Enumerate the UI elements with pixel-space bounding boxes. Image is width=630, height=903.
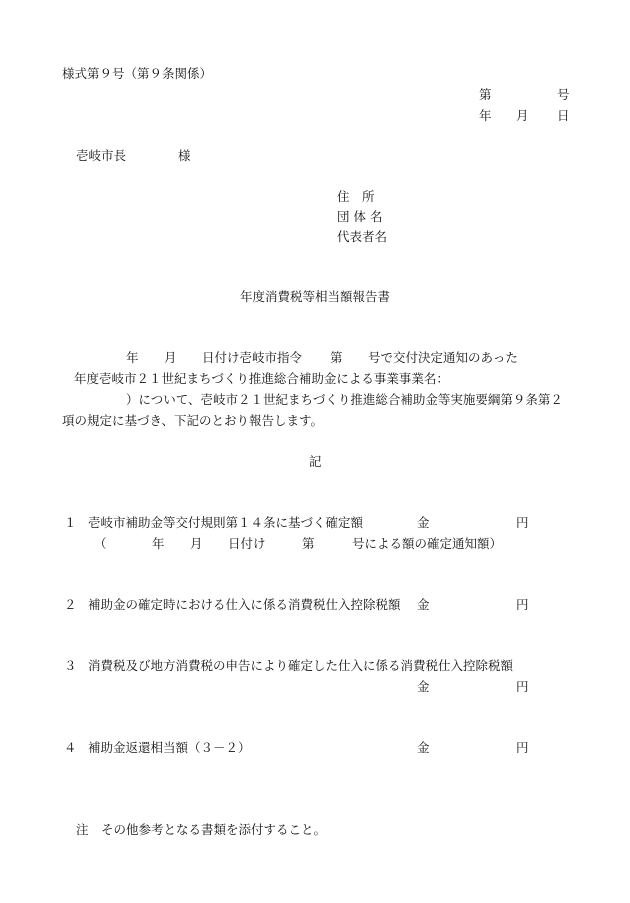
item-1-sub-dated: 日付け — [228, 536, 266, 551]
date-day: 日 — [557, 108, 570, 123]
ki-label: 記 — [309, 454, 322, 469]
item-2-en: 円 — [516, 597, 529, 612]
item-4-number: ４ — [64, 740, 77, 755]
item-1-sub-no-prefix: 第 — [302, 536, 315, 551]
body-no-prefix: 第 — [330, 350, 343, 365]
item-1-kin: 金 — [417, 515, 430, 530]
item-4-en: 円 — [516, 740, 529, 755]
item-3-en: 円 — [516, 679, 529, 694]
date-year: 年 — [479, 108, 492, 123]
group-name-label: 団 体 名 — [337, 209, 383, 224]
item-2-label: 補助金の確定時における仕入に係る消費税仕入控除税額 — [88, 597, 401, 612]
addressee-honorific: 様 — [178, 148, 191, 163]
addressee-name: 壱岐市長 — [76, 148, 127, 163]
item-2-number: ２ — [64, 597, 77, 612]
item-3-kin: 金 — [417, 679, 430, 694]
item-3-number: ３ — [64, 658, 77, 673]
item-1-en: 円 — [516, 515, 529, 530]
date-month: 月 — [516, 108, 529, 123]
item-1-label: 壱岐市補助金等交付規則第１４条に基づく確定額 — [88, 515, 364, 530]
item-1-sub-no-suffix: 号による額の確定通知額） — [352, 536, 503, 551]
body-year: 年 — [126, 350, 139, 365]
page-title: 年度消費税等相当額報告書 — [240, 289, 391, 304]
item-2-kin: 金 — [417, 597, 430, 612]
doc-no-suffix: 号 — [557, 87, 570, 102]
address-label: 住 所 — [337, 189, 375, 204]
note: 注 その他参考となる書類を添付すること。 — [76, 822, 327, 837]
body-line-2: 年度壱岐市２１世紀まちづくり推進総合補助金による事業事業名： — [74, 371, 449, 386]
item-1-sub-open: （ — [94, 536, 107, 551]
body-dated: 日付け壱岐市指令 — [202, 350, 303, 365]
doc-no-prefix: 第 — [479, 87, 492, 102]
body-no-suffix: 号で交付決定通知のあった — [368, 350, 518, 365]
item-4-label: 補助金返還相当額（３－２） — [88, 740, 251, 755]
item-1-sub-year: 年 — [152, 536, 165, 551]
body-line-4: 項の規定に基づき、下記のとおり報告します。 — [62, 413, 324, 428]
form-number: 様式第９号（第９条関係） — [62, 66, 213, 81]
body-month: 月 — [164, 350, 177, 365]
representative-label: 代表者名 — [337, 229, 388, 244]
item-3-label: 消費税及び地方消費税の申告により確定した仕入に係る消費税仕入控除税額 — [88, 658, 514, 673]
body-line-3: ）について、壱岐市２１世紀まちづくり推進総合補助金等実施要綱第９条第２ — [126, 392, 563, 407]
item-4-kin: 金 — [417, 740, 430, 755]
item-1-number: １ — [64, 515, 77, 530]
item-1-sub-month: 月 — [190, 536, 203, 551]
